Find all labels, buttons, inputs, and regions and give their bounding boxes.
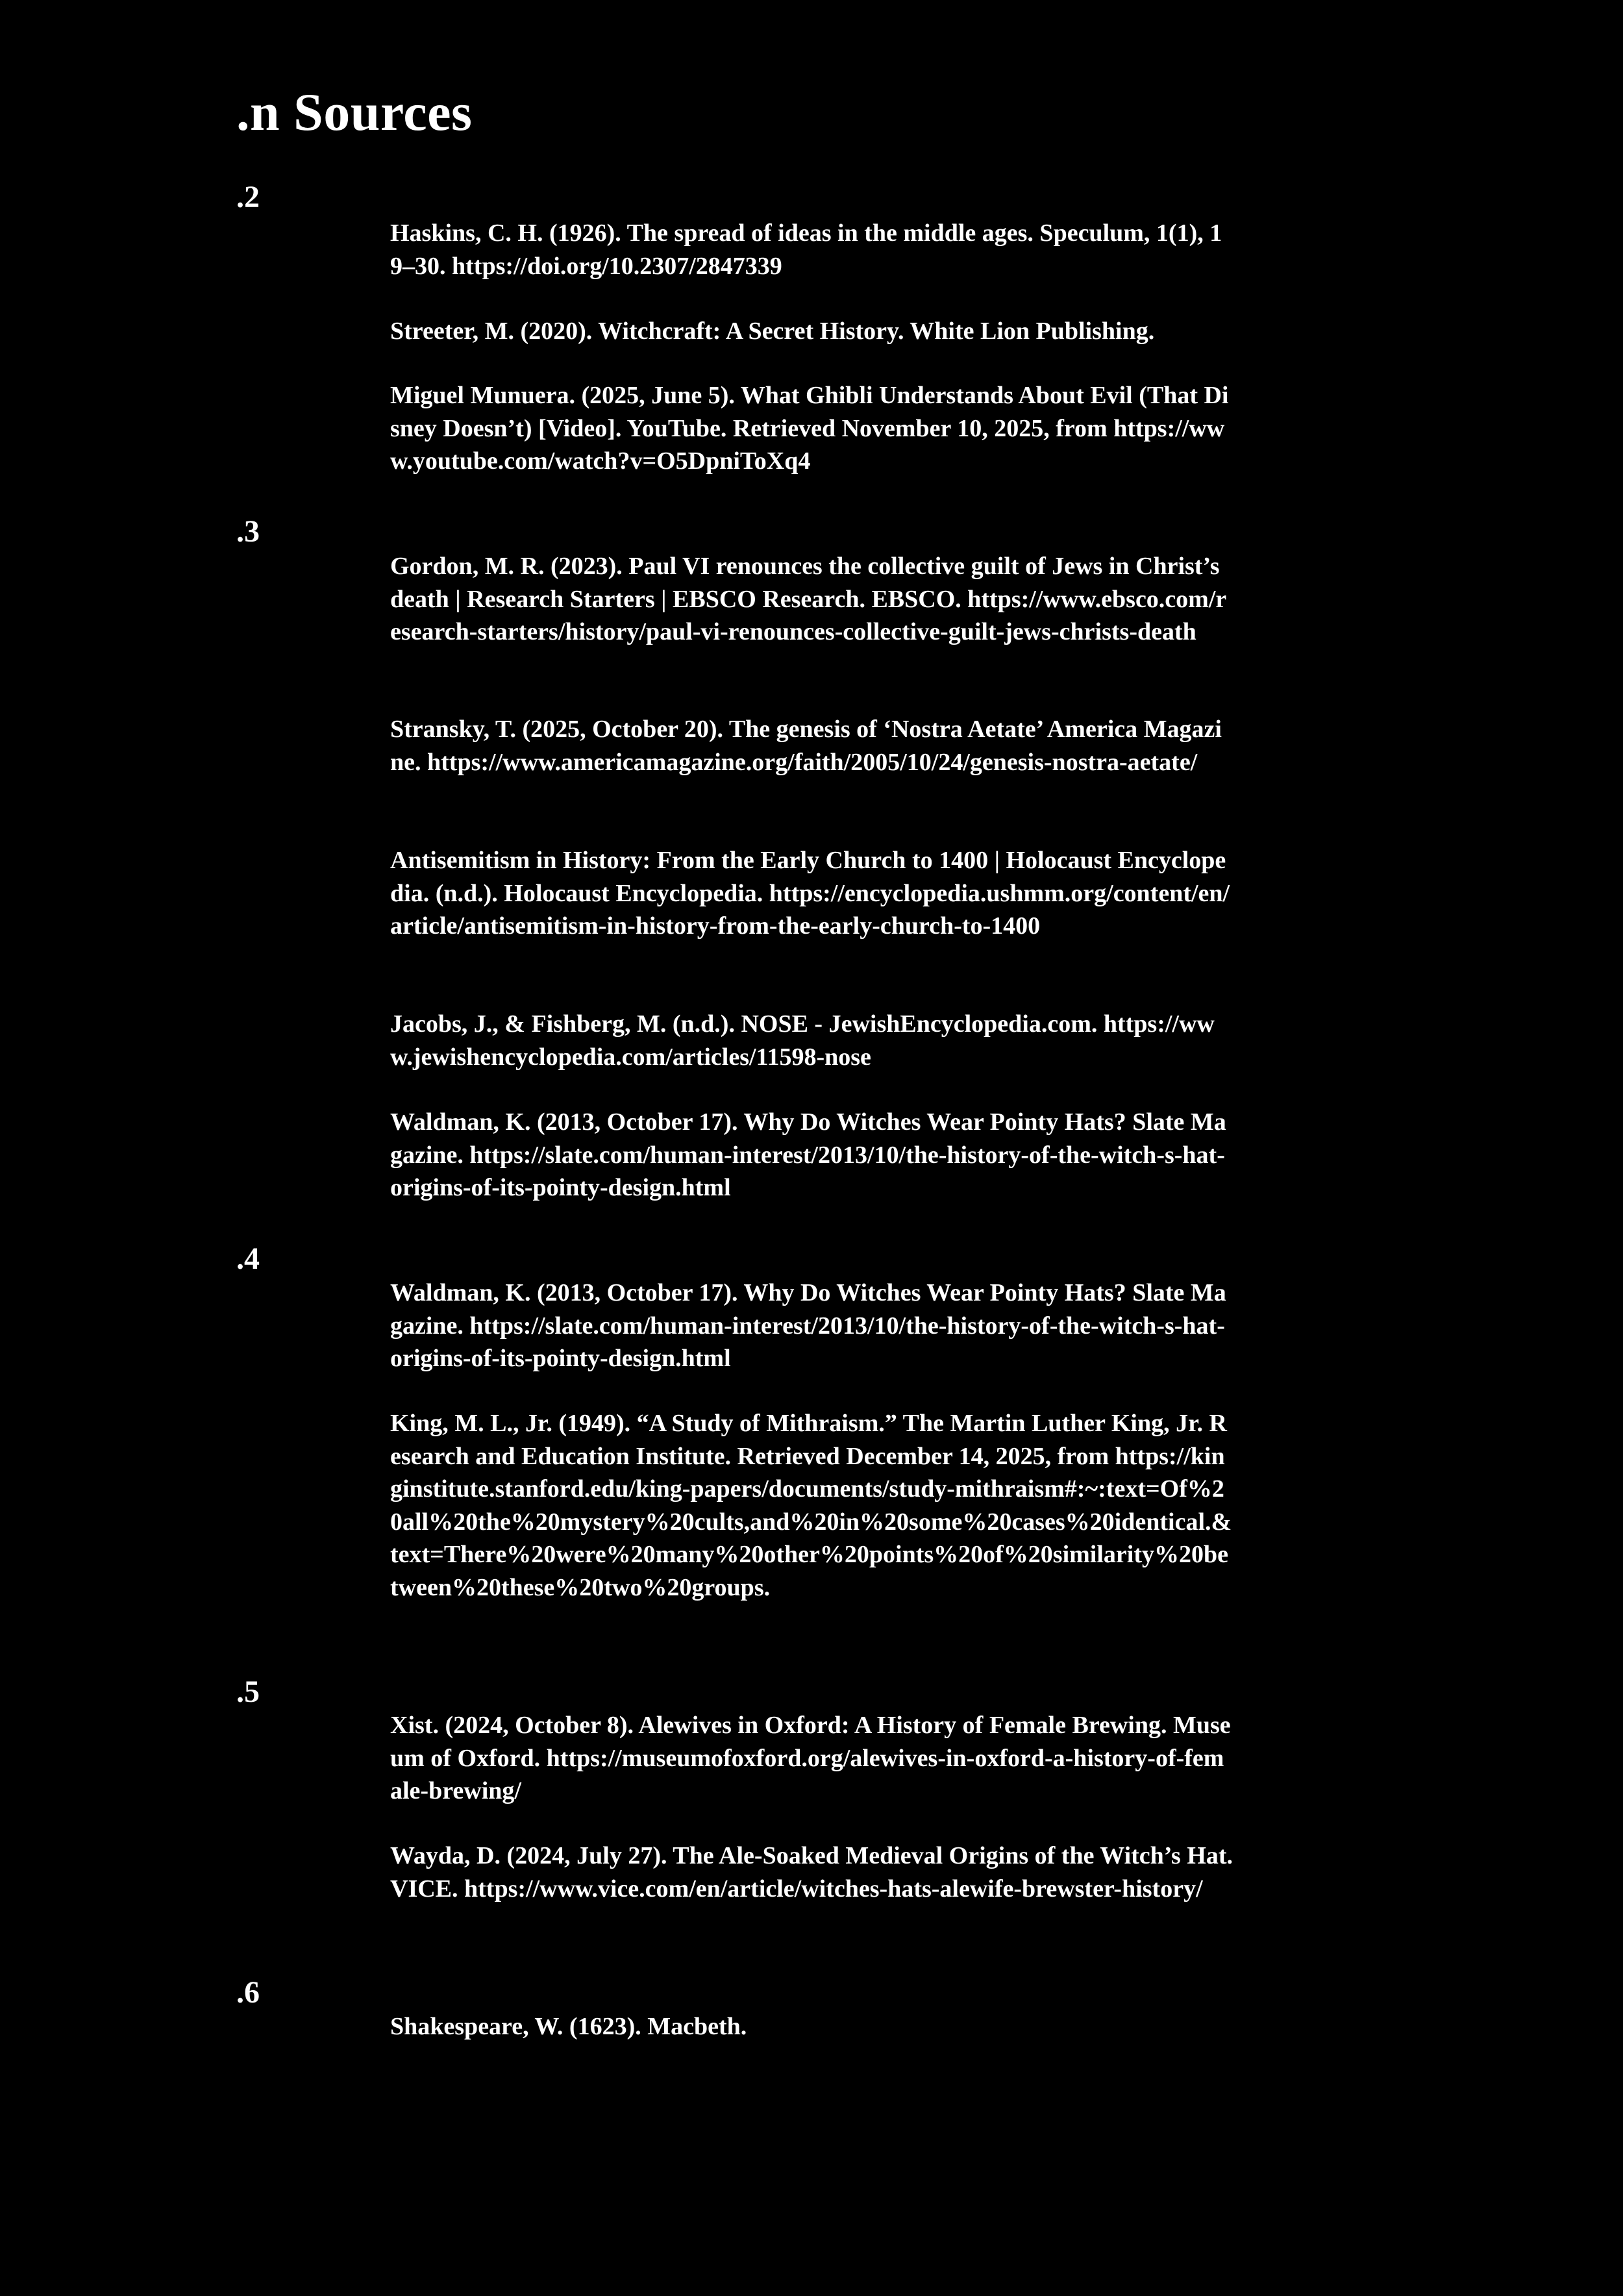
reference-wayda-2024: Wayda, D. (2024, July 27). The Ale-Soaked Medieval Origins of the Witch’s Hat. VICE. https://www.vice.com/en/article/witches-hats-alewife-brewster-history/ xyxy=(390,1842,1233,1903)
reference-streeter-2020: Streeter, M. (2020). Witchcraft: A Secret History. White Lion Publishing. xyxy=(390,318,1155,345)
reference-gordon-2023: Gordon, M. R. (2023). Paul VI renounces the collective guilt of Jews in Christ’s death | Research Starters | EBSCO Research. EBSCO. https://www.ebsco.com/research-starters/history/paul-vi-renounces-collective-guilt-jews-christs-death xyxy=(390,553,1227,645)
section-number-4: .4 xyxy=(236,1242,260,1276)
reference-stransky-2025: Stransky, T. (2025, October 20). The genesis of ‘Nostra Aetate’ America Magazine. https://www.americamagazine.org/faith/2005/10/24/genesis-nostra-aetate/ xyxy=(390,716,1222,776)
section-number-5: .5 xyxy=(236,1675,260,1709)
reference-king-1949: King, M. L., Jr. (1949). “A Study of Mithraism.” The Martin Luther King, Jr. Research and Education Institute. Retrieved December 14, 2025, from https://kinginstitute.stanford.edu/king-papers/documents/study-mithraism#:~:text=Of%20all%20the%20mystery%20cults,and%20in%20some%20cases%20identical.&text=There%20were%20many%20other%20points%20of%20similarity%20between%20these%20two%20groups. xyxy=(390,1410,1232,1601)
reference-waldman-2013-a: Waldman, K. (2013, October 17). Why Do Witches Wear Pointy Hats? Slate Magazine. https://slate.com/human-interest/2013/10/the-history-of-the-witch-s-hat-origins-of-its-pointy-design.html xyxy=(390,1108,1226,1201)
page-title: .n Sources xyxy=(236,82,473,142)
reference-haskins-1926: Haskins, C. H. (1926). The spread of ideas in the middle ages. Speculum, 1(1), 19–30. https://doi.org/10.2307/2847339 xyxy=(390,219,1222,280)
reference-jacobs-fishberg: Jacobs, J., & Fishberg, M. (n.d.). NOSE - JewishEncyclopedia.com. https://www.jewishencyclopedia.com/articles/11598-nose xyxy=(390,1010,1215,1071)
reference-munuera-2025: Miguel Munuera. (2025, June 5). What Ghibli Understands About Evil (That Disney Doesn’t) [Video]. YouTube. Retrieved November 10, 2025, from https://www.youtube.com/watch?v=O5DpniToXq4 xyxy=(390,382,1229,475)
reference-antisemitism-history: Antisemitism in History: From the Early Church to 1400 | Holocaust Encyclopedia. (n.d.). Holocaust Encyclopedia. https://encyclopedia.ushmm.org/content/en/article/antisemitism-in-history-from-the-early-church-to-1400 xyxy=(390,847,1230,940)
section-number-6: .6 xyxy=(236,1975,260,2010)
reference-xist-2024: Xist. (2024, October 8). Alewives in Oxford: A History of Female Brewing. Museum of Oxford. https://museumofoxford.org/alewives-in-oxford-a-history-of-female-brewing/ xyxy=(390,1712,1231,1804)
section-number-3: .3 xyxy=(236,514,260,549)
reference-shakespeare-1623: Shakespeare, W. (1623). Macbeth. xyxy=(390,2013,747,2040)
reference-waldman-2013-b: Waldman, K. (2013, October 17). Why Do Witches Wear Pointy Hats? Slate Magazine. https://slate.com/human-interest/2013/10/the-history-of-the-witch-s-hat-origins-of-its-pointy-design.html xyxy=(390,1279,1226,1372)
section-number-2: .2 xyxy=(236,180,260,214)
